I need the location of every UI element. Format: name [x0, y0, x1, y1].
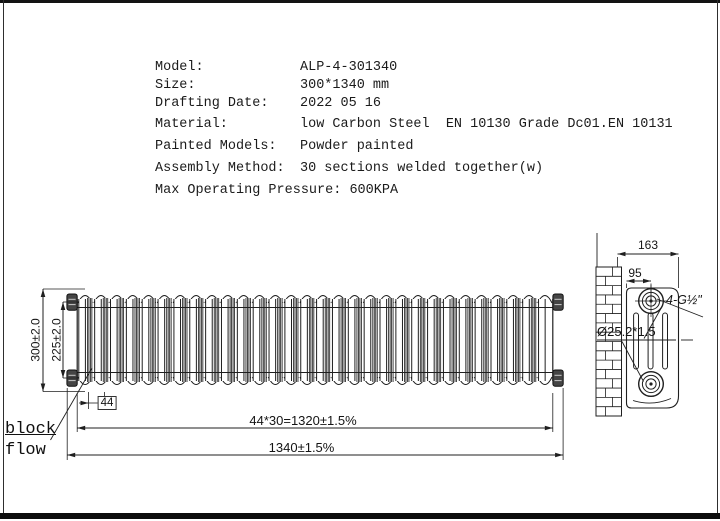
sheet-border-left: [3, 0, 4, 513]
spec-row: [155, 96, 381, 111]
dim-center-distance-label: 225±2.0: [49, 318, 63, 362]
spec-value: 600KPA: [349, 183, 399, 198]
spec-value: 300*1340 mm: [300, 78, 390, 93]
spec-row: [155, 161, 543, 176]
spec-label: Painted Models:: [155, 139, 277, 154]
spec-value: 30 sections welded together(w): [300, 161, 544, 176]
spec-value: 2022 05 16: [300, 96, 382, 111]
spec-value: Powder painted: [300, 139, 414, 154]
spec-label: Max Operating Pressure:: [155, 183, 350, 198]
spec-value: ALP-4-301340: [300, 60, 398, 75]
spec-label: Size:: [155, 78, 196, 93]
sheet-border-right: [717, 0, 719, 513]
spec-value: low Carbon Steel EN 10130 Grade Dc01.EN 10131: [300, 117, 673, 132]
spec-row: [155, 78, 389, 93]
dim-section-pitch-label: 44: [98, 396, 117, 410]
sheet-border-top: [0, 0, 720, 3]
dim-height-label: 300±2.0: [28, 318, 43, 362]
sheet-border-bottom: [0, 513, 720, 519]
dim-depth-label: 163: [637, 238, 659, 252]
dim-tapping-offset-label: 95: [628, 266, 642, 280]
spec-label: Drafting Date:: [155, 96, 269, 111]
thread-spec-label: 4-G½": [666, 293, 702, 307]
spec-row: [155, 117, 673, 132]
spec-label: Material:: [155, 117, 228, 132]
spec-row: [155, 60, 397, 75]
spec-label: Assembly Method:: [155, 161, 285, 176]
spec-label: Model:: [155, 60, 204, 75]
dim-sections-total-label: 44*30=1320±1.5%: [249, 412, 357, 428]
spec-row: [155, 139, 413, 154]
dim-overall-width-label: 1340±1.5%: [268, 439, 335, 455]
note-block: block: [5, 420, 57, 439]
pipe-diameter-label: Ø25.2*1.5: [597, 324, 656, 339]
spec-row: [155, 183, 398, 198]
note-flow: flow: [5, 441, 46, 460]
